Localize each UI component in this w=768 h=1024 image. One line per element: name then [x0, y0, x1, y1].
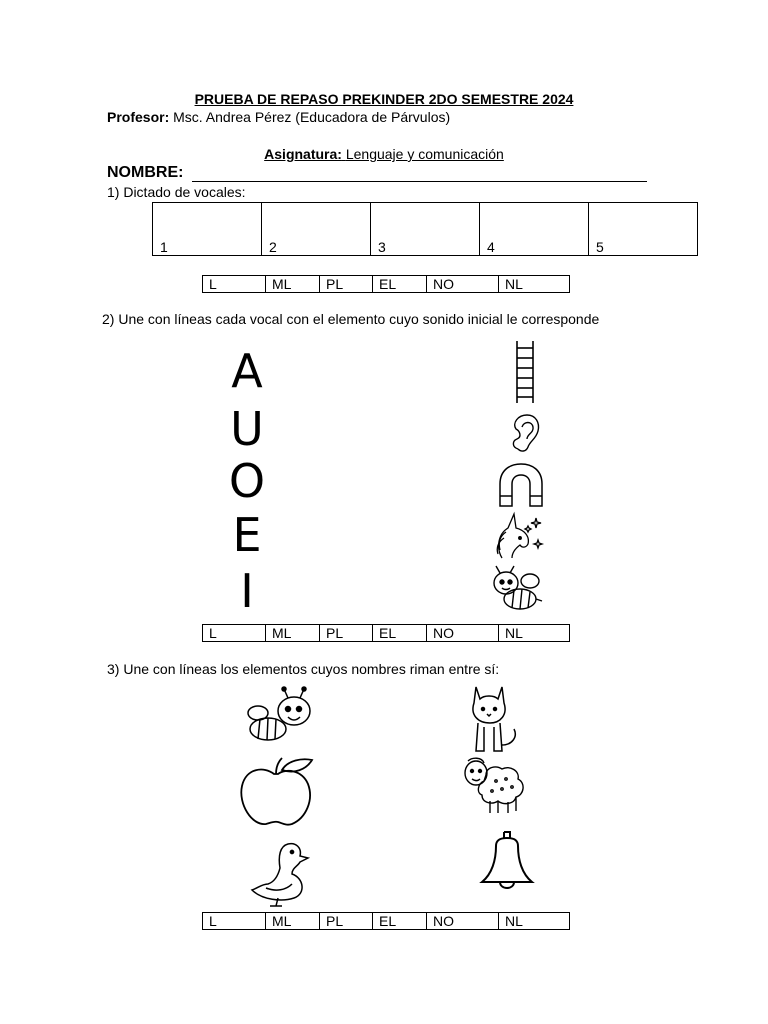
section2-prompt: 2) Une con líneas cada vocal con el elemento cuyo sonido inicial le corresponde: [102, 311, 600, 327]
unicorn-icon: [492, 510, 546, 560]
apple-icon: [238, 756, 318, 828]
teacher-value: Msc. Andrea Pérez (Educadora de Párvulos): [173, 109, 451, 125]
scale-cell[interactable]: ML: [266, 913, 320, 930]
bell-icon: [480, 830, 534, 892]
scale-cell[interactable]: EL: [373, 276, 427, 293]
dictation-box[interactable]: 1: [153, 203, 262, 256]
scale-cell[interactable]: PL: [320, 913, 373, 930]
scale-cell[interactable]: ML: [266, 625, 320, 642]
magnet-icon: [497, 462, 545, 508]
subject-value: Lenguaje y comunicación: [345, 146, 504, 162]
bee-icon: [490, 565, 544, 611]
ear-icon: [508, 413, 542, 453]
vowel-letter: I: [240, 564, 254, 618]
dictation-table: [152, 202, 698, 256]
scale-cell[interactable]: NL: [499, 913, 570, 930]
page-title: PRUEBA DE REPASO PREKINDER 2DO SEMESTRE 2024: [194, 91, 574, 107]
scale-cell[interactable]: NL: [499, 276, 570, 293]
scale-cell[interactable]: NO: [427, 625, 499, 642]
vowel-letter: O: [228, 454, 266, 508]
evaluation-scale-3: [202, 912, 570, 930]
evaluation-scale-1: [202, 275, 570, 293]
scale-cell[interactable]: NL: [499, 625, 570, 642]
scale-cell[interactable]: L: [203, 276, 266, 293]
name-label: NOMBRE:: [107, 164, 184, 181]
vowel-letter: U: [230, 402, 264, 456]
scale-cell[interactable]: NO: [427, 913, 499, 930]
scale-cell[interactable]: PL: [320, 625, 373, 642]
section3-prompt: 3) Une con líneas los elementos cuyos nombres riman entre sí:: [107, 661, 500, 677]
teacher-line: [107, 109, 450, 125]
subject-line: [0, 146, 768, 162]
bee-icon: [246, 687, 316, 745]
scale-cell[interactable]: NO: [427, 276, 499, 293]
dictation-box[interactable]: 3: [371, 203, 480, 256]
subject-label: Asignatura:: [264, 146, 342, 162]
section1-prompt: 1) Dictado de vocales:: [107, 184, 246, 200]
scale-cell[interactable]: L: [203, 913, 266, 930]
scale-cell[interactable]: PL: [320, 276, 373, 293]
vowel-letter: A: [231, 344, 263, 398]
teacher-label: Profesor:: [107, 109, 170, 125]
dictation-box[interactable]: 5: [589, 203, 698, 256]
sheep-icon: [462, 757, 528, 815]
evaluation-scale-2: [202, 624, 570, 642]
scale-cell[interactable]: EL: [373, 913, 427, 930]
cat-icon: [466, 683, 520, 753]
ladder-icon: [512, 340, 538, 404]
name-blank-line[interactable]: [192, 181, 647, 182]
dictation-box[interactable]: 4: [480, 203, 589, 256]
scale-cell[interactable]: ML: [266, 276, 320, 293]
scale-cell[interactable]: L: [203, 625, 266, 642]
dictation-box[interactable]: 2: [262, 203, 371, 256]
vowel-letter: E: [232, 508, 262, 562]
scale-cell[interactable]: EL: [373, 625, 427, 642]
duck-icon: [248, 838, 310, 908]
